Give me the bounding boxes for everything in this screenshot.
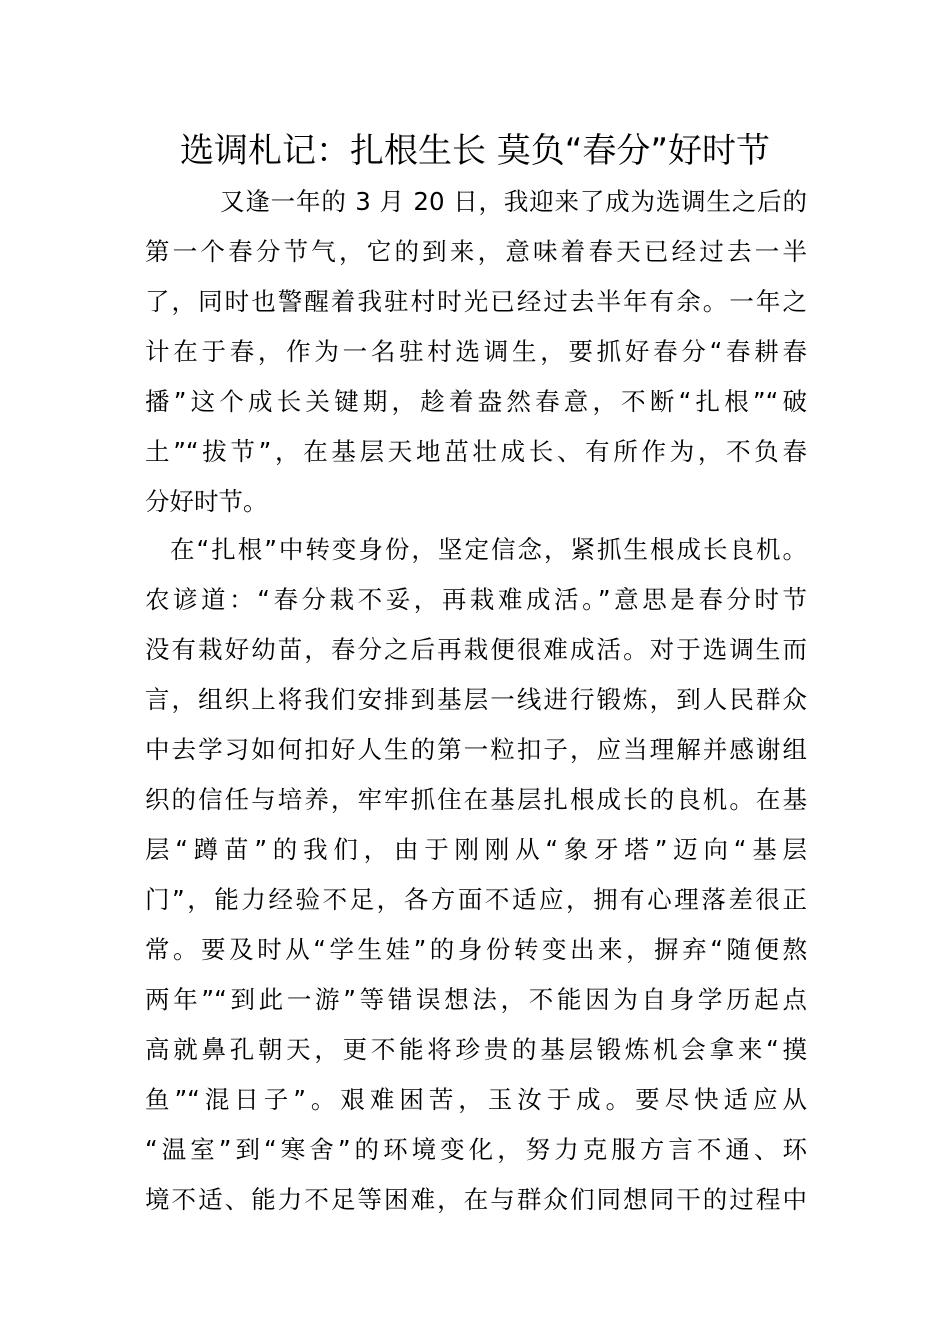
text-line: 层“蹲苗”的我们，由于刚刚从“象牙塔”迈向“基层 (145, 835, 807, 864)
text-line: 没有栽好幼苗，春分之后再栽便很难成活。对于选调生而 (145, 635, 807, 664)
page-title: 选调札记：扎根生长 莫负“春分”好时节 (179, 131, 771, 171)
text-line: 两年”“到此一游”等错误想法，不能因为自身学历起点 (145, 985, 807, 1014)
text-line: 高就鼻孔朝天，更不能将珍贵的基层锻炼机会拿来“摸 (145, 1035, 807, 1064)
text-line: 农谚道：“春分栽不妥，再栽难成活。”意思是春分时节 (145, 585, 807, 614)
text-line: “温室”到“寒舍”的环境变化，努力克服方言不通、环 (145, 1135, 807, 1164)
text-line: 计在于春，作为一名驻村选调生，要抓好春分“春耕春 (145, 337, 807, 366)
text-line: 第一个春分节气，它的到来，意味着春天已经过去一半 (145, 237, 807, 266)
text-line: 土”“拔节”，在基层天地茁壮成长、有所作为，不负春 (145, 437, 807, 466)
text-line: 分好时节。 (145, 487, 268, 516)
text-line: 境不适、能力不足等困难，在与群众们同想同干的过程中 (145, 1185, 807, 1214)
text-line: 门”，能力经验不足，各方面不适应，拥有心理落差很正 (145, 885, 807, 914)
text-line: 织的信任与培养，牢牢抓住在基层扎根成长的良机。在基 (145, 785, 807, 814)
text-line: 了，同时也警醒着我驻村时光已经过去半年有余。一年之 (145, 287, 807, 316)
text-line: 中去学习如何扣好人生的第一粒扣子，应当理解并感谢组 (145, 735, 807, 764)
text-line: 播”这个成长关键期，趁着盎然春意，不断“扎根”“破 (145, 387, 807, 416)
text-line: 常。要及时从“学生娃”的身份转变出来，摒弃“随便熬 (145, 935, 807, 964)
text-line: 又逢一年的 3 月 20 日，我迎来了成为选调生之后的 (220, 187, 807, 216)
text-line: 鱼”“混日子”。艰难困苦，玉汝于成。要尽快适应从 (145, 1085, 807, 1114)
text-line: 言，组织上将我们安排到基层一线进行锻炼，到人民群众 (145, 685, 807, 714)
text-line: 在“扎根”中转变身份，坚定信念，紧抓生根成长良机。 (170, 535, 807, 564)
